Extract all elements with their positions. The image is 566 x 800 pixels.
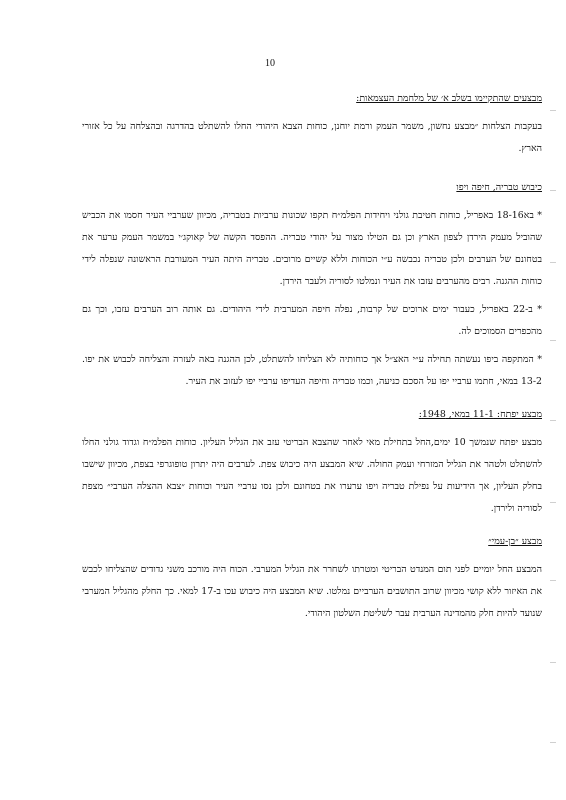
section-tiberias-haifa-jaffa bbox=[82, 177, 542, 393]
section-heading: כיבוש טבריה, חיפה ויפו bbox=[456, 182, 542, 193]
section-heading: מבצע ״בן-עמי״ bbox=[488, 536, 542, 547]
page-number: 10 bbox=[265, 58, 275, 69]
paragraph: * המתקפה ביפו נעשתה תחילה ע״י האצ״ל אך כוחותיה לא הצליחו להשתלט, לכן ההגנה באה לעזרה והצליחה לכבוש את יפו. 13-2 במאי, חתמו ערביי יפו על הסכם כניעה, וכמו טבריה וחיפה העדיפו ערביי יפו לעזוב את העיר. bbox=[82, 354, 542, 387]
document-body bbox=[82, 88, 542, 625]
margin-tick bbox=[550, 662, 556, 663]
margin-tick bbox=[550, 110, 556, 111]
paragraph: המבצע החל יומיים לפני תום המנדט הבריטי ומטרתו לשחרר את הגליל המערבי. הכוח היה מורכב משני גדודים שהצליחו לכבש את האיזור ללא קושי מכיוון שרוב התושבים הערביים נמלטו. שיא המבצע היה כיבוש עכו ב-17 למאי. כך החלק מהגליל המערבי שנועד להיות חלק מהמדינה הערבית עבר לשליטת השלטון היהודי. bbox=[82, 564, 542, 619]
section-operation-ben-ami bbox=[82, 531, 542, 625]
section-operation-yiftach bbox=[82, 404, 542, 520]
paragraph: מבצע יפתח שנמשך 10 ימים,החל בתחילת מאי לאחר שהצבא הבריטי עזב את הגליל העליון. כוחות הפלמ״ח וגדוד גולני החלו להשתלט ולטהר את הגליל המזרחי ועמק החולה. שיא המבצע היה כיבוש צפת. לערבים היה יתרון טופוגרפי בצפת, מכיוון שישבו בחלק העליון, אך הידיעות על נפילת טבריה ויפו ערערו את בטחונם ולכן נסו ערביי העיר וכוחות ״צבא ההצלה הערבי״ מצפת לסוריה ולירדן. bbox=[82, 437, 542, 514]
margin-tick bbox=[550, 340, 556, 341]
margin-tick-marks bbox=[550, 0, 556, 800]
margin-tick bbox=[550, 420, 556, 421]
section-heading: מבצעים שהתקיימו בשלב א׳ של מלחמת העצמאות: bbox=[356, 93, 542, 104]
margin-tick bbox=[550, 742, 556, 743]
margin-tick bbox=[550, 580, 556, 581]
paragraph: * בא18-16 באפריל, כוחות חטיבת גולני ויחידות הפלמ״ח תקפו שכונות ערביות בטבריה, מכיוון שערביי העיר חסמו את הכביש שהוביל מעמק הירדן לצפון הארץ וכן גם הטילו מצור על יהודי טבריה. ההפסד הקשה של קאוקג׳י במשמר העמק ערער את בטחונם של הערבים ולכן טבריה נכבשה ע״י הכוחות וללא קשיים מרובים. טבריה היתה העיר המעורבת הראשונה שנפלה לידי כוחות ההגנה. רבים מהערבים עזבו את העיר ונמלטו לסוריה ולעבר הירדן. bbox=[82, 210, 542, 287]
paragraph: * ב-22 באפריל, כעבור ימים ארוכים של קרבות, נפלה חיפה המערבית לידי היהודים. גם אותה רוב הערבים עזבו, וכך גם מהכפרים הסמוכים לה. bbox=[82, 304, 542, 337]
section-phase-a-operations bbox=[82, 88, 542, 160]
section-heading: מבצע יפתח: 11-1 במאי, 1948: bbox=[418, 409, 542, 420]
margin-tick bbox=[550, 502, 556, 503]
margin-tick bbox=[550, 190, 556, 191]
paragraph: בעקבות הצלחות ״מבצע נחשון, משמר העמק ורמת יוחנן, כוחות הצבא היהודי החלו להשתלט בהדרגה ובהצלחה על כל אזורי הארץ. bbox=[82, 121, 542, 154]
margin-tick bbox=[550, 262, 556, 263]
